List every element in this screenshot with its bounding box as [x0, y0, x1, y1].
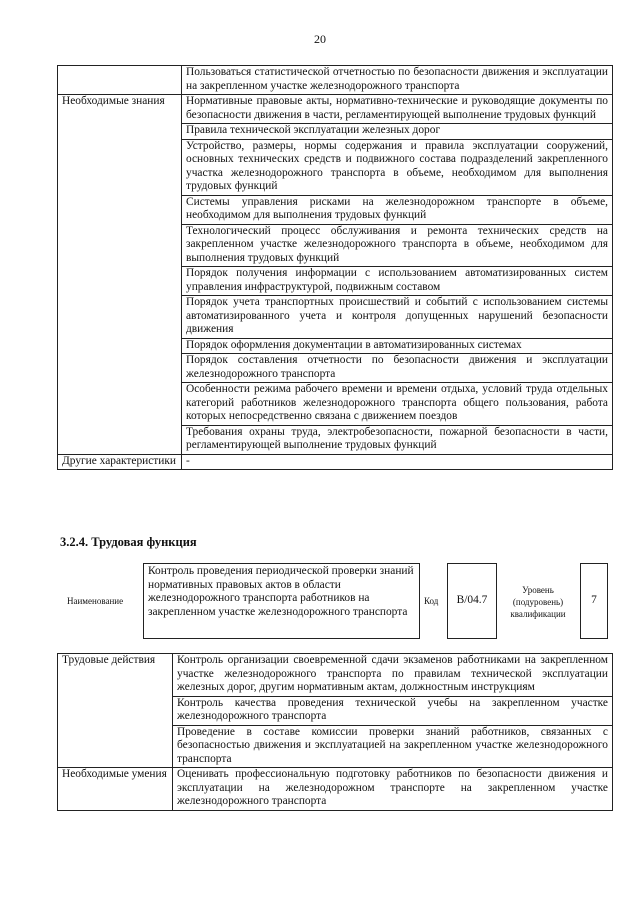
knowledge-table: [57, 65, 613, 470]
actions-table: [57, 653, 613, 811]
skills-label: Необходимые умения: [58, 768, 173, 811]
table-row: [58, 454, 613, 470]
knowledge-item: Порядок оформления документации в автоматизированных системах: [182, 338, 613, 354]
knowledge-item: Требования охраны труда, электробезопасности, пожарной безопасности в части, регламентирующей выполнение трудовых функций: [182, 425, 613, 454]
action-item: Контроль качества проведения технической учебы на закрепленном участке железнодорожного транспорта: [173, 696, 613, 725]
knowledge-label: Необходимые знания: [58, 95, 182, 455]
function-name-value: Контроль проведения периодической проверки знаний нормативных правовых актов в области железнодорожного транспорта работников на закрепленном участке железнодорожного транспорта: [143, 563, 420, 639]
knowledge-item: Технологический процесс обслуживания и ремонта технических средств на закрепленном участке железнодорожного транспорта в объеме, необходимом для выполнения трудовых функций: [182, 224, 613, 267]
knowledge-item: Порядок учета транспортных происшествий и событий с использованием системы автоматизированного учета и контроля допущенных нарушений безопасности движения: [182, 296, 613, 339]
skill-cell: Пользоваться статистической отчетностью по безопасности движения и эксплуатации на закрепленном участке железнодорожного транспорта: [182, 66, 613, 95]
knowledge-item: Системы управления рисками на железнодорожном транспорте в объеме, необходимом для выполнения трудовых функций: [182, 195, 613, 224]
function-level-label: Уровень (подуровень) квалификации: [510, 585, 566, 619]
knowledge-item: Правила технической эксплуатации железных дорог: [182, 124, 613, 140]
actions-label: Трудовые действия: [58, 654, 173, 768]
page-number: 20: [314, 32, 326, 46]
row-label: [58, 66, 182, 95]
action-item: Контроль организации своевременной сдачи экзаменов работниками на закрепленном участке железнодорожного транспорта по правилам технической эксплуатации железных дорог, другим нормативным актам, должностным инструкциям: [173, 654, 613, 697]
knowledge-item: Нормативные правовые акты, нормативно-технические и руководящие документы по безопасности движения в части, регламентирующей выполнение трудовых функций: [182, 95, 613, 124]
table-row: [58, 95, 613, 124]
table-row: [58, 768, 613, 811]
function-code-text: B/04.7: [456, 594, 488, 607]
knowledge-item: Устройство, размеры, нормы содержания и правила эксплуатации сооружений, основных технических средств и подвижного состава подразделений закрепленного участка железнодорожного транспорта в объеме, необходимом для выполнения трудовых функций: [182, 139, 613, 195]
function-level-text: 7: [591, 594, 597, 607]
function-code-label: Код: [424, 596, 439, 606]
table-row: [58, 66, 613, 95]
table-row: [58, 654, 613, 697]
knowledge-item: Особенности режима рабочего времени и времени отдыха, условий труда отдельных категорий работников железнодорожного транспорта общего пользования, работа которых непосредственно связана с движением поездов: [182, 383, 613, 426]
section-heading: 3.2.4. Трудовая функция: [60, 535, 197, 549]
skill-item: Оценивать профессиональную подготовку работников по безопасности движения и эксплуатации на железнодорожном транспорте на закрепленном участке железнодорожного транспорта: [173, 768, 613, 811]
other-label: Другие характеристики: [58, 454, 182, 470]
function-code-value: [447, 563, 497, 639]
knowledge-item: Порядок получения информации с использованием автоматизированных систем управления инфраструктурой, подвижным составом: [182, 267, 613, 296]
other-value: -: [182, 454, 613, 470]
knowledge-item: Порядок составления отчетности по безопасности движения и эксплуатации железнодорожного транспорта: [182, 354, 613, 383]
function-name-label: Наименование: [67, 596, 124, 606]
function-level-value: [580, 563, 608, 639]
action-item: Проведение в составе комиссии проверки знаний работников, связанных с безопасностью движения и эксплуатацией на закрепленном участке железнодорожного транспорта: [173, 725, 613, 768]
